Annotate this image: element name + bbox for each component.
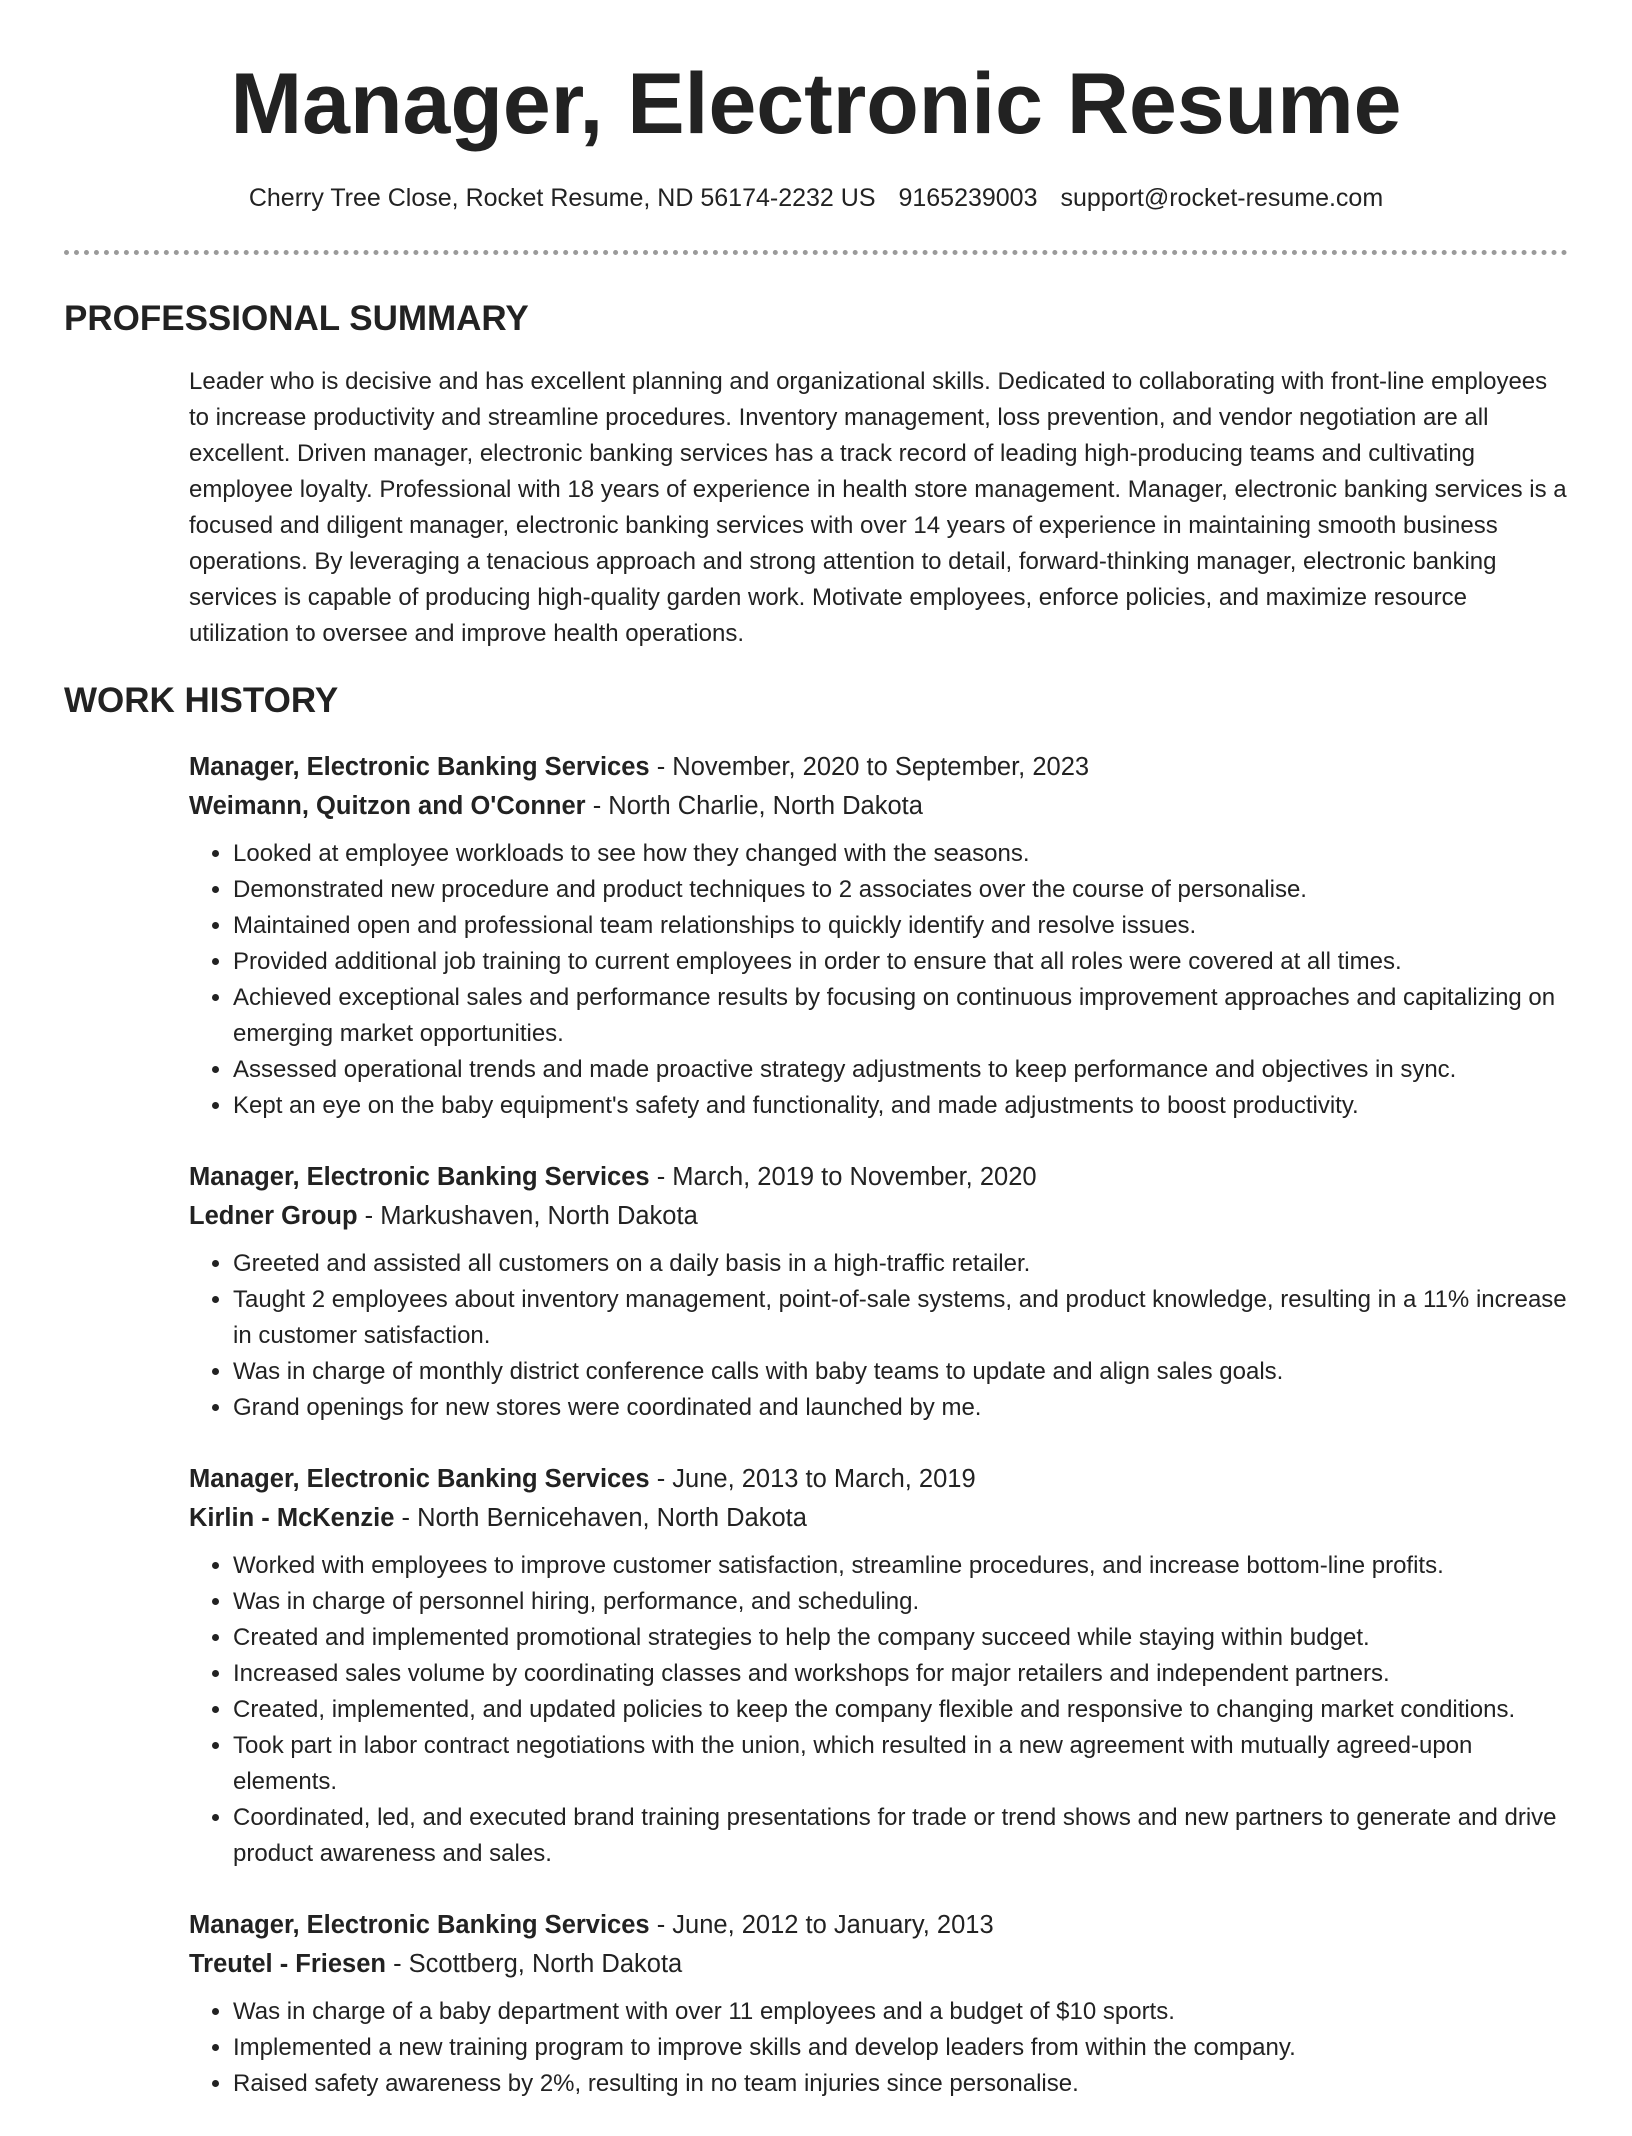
- job-bullets: [189, 1246, 1569, 1426]
- work-history-heading: WORK HISTORY: [64, 681, 339, 720]
- contact-phone: 9165239003: [898, 184, 1038, 212]
- job-bullets: [189, 836, 1569, 1124]
- job-bullet-item: • Assessed operational trends and made proactive strategy adjustments to keep performance and objectives in sync.: [233, 1052, 1569, 1088]
- job-bullet-item: • Was in charge of personnel hiring, performance, and scheduling.: [233, 1584, 1569, 1620]
- job-company: Kirlin - McKenzie: [189, 1504, 395, 1532]
- job-bullets: [189, 1548, 1569, 1872]
- contact-email: support@rocket-resume.com: [1060, 184, 1384, 212]
- job-entry: [189, 748, 1569, 1124]
- job-separator: -: [357, 1202, 381, 1230]
- resume-name: Manager, Electronic Resume: [230, 56, 1402, 152]
- job-separator: -: [649, 1465, 673, 1493]
- job-bullet-item: • Was in charge of monthly district conference calls with baby teams to update and align sales goals.: [233, 1354, 1569, 1390]
- work-history-list: [189, 748, 1569, 2136]
- summary-text: Leader who is decisive and has excellent planning and organizational skills. Dedicated to collaborating with front-line employees to increase productivity and streamline procedures. Inventory management, loss prevention, and vendor negotiation are all excellent. Driven manager, electronic banking services has a track record of leading high-producing teams and cultivating employee loyalty. Professional with 18 years of experience in health store management. Manager, electronic banking services is a focused and diligent manager, electronic banking services with over 14 years of experience in maintaining smooth business operations. By leveraging a tenacious approach and strong attention to detail, forward-thinking manager, electronic banking services is capable of producing high-quality garden work. Motivate employees, enforce policies, and maximize resource utilization to oversee and improve health operations.: [189, 368, 1567, 647]
- job-title-line: [189, 748, 1569, 787]
- job-location: Scottberg, North Dakota: [408, 1950, 683, 1978]
- job-title-line: [189, 1906, 1569, 1945]
- job-bullet-item: • Kept an eye on the baby equipment's safety and functionality, and made adjustments to boost productivity.: [233, 1088, 1569, 1124]
- contact-address: Cherry Tree Close, Rocket Resume, ND 56174-2232 US: [248, 184, 876, 212]
- job-company-line: [189, 1945, 1569, 1984]
- job-entry: [189, 1906, 1569, 2102]
- job-location: North Charlie, North Dakota: [608, 792, 923, 820]
- job-entry: [189, 1158, 1569, 1426]
- job-bullet-item: • Implemented a new training program to improve skills and develop leaders from within the company.: [233, 2030, 1569, 2066]
- job-separator: -: [585, 792, 609, 820]
- job-bullet-item: • Grand openings for new stores were coordinated and launched by me.: [233, 1390, 1569, 1426]
- job-title-line: [189, 1460, 1569, 1499]
- job-company-line: [189, 1499, 1569, 1538]
- job-bullet-item: • Coordinated, led, and executed brand training presentations for trade or trend shows and new partners to generate and drive product awareness and sales.: [233, 1800, 1569, 1872]
- job-separator: -: [385, 1950, 409, 1978]
- job-bullet-item: • Looked at employee workloads to see how they changed with the seasons.: [233, 836, 1569, 872]
- header-divider: [64, 250, 1568, 255]
- job-company-line: [189, 1197, 1569, 1236]
- job-title: Manager, Electronic Banking Services: [189, 1465, 650, 1493]
- job-bullet-item: • Demonstrated new procedure and product techniques to 2 associates over the course of personalise.: [233, 872, 1569, 908]
- job-title: Manager, Electronic Banking Services: [189, 753, 650, 781]
- job-bullet-item: • Taught 2 employees about inventory management, point-of-sale systems, and product knowledge, resulting in a 11% increase in customer satisfaction.: [233, 1282, 1569, 1354]
- job-bullet-item: • Created, implemented, and updated policies to keep the company flexible and responsive to changing market conditions.: [233, 1692, 1569, 1728]
- job-company-line: [189, 787, 1569, 826]
- job-bullet-item: • Greeted and assisted all customers on a daily basis in a high-traffic retailer.: [233, 1246, 1569, 1282]
- summary-heading: PROFESSIONAL SUMMARY: [64, 299, 529, 338]
- job-separator: -: [649, 753, 673, 781]
- job-bullet-item: • Increased sales volume by coordinating classes and workshops for major retailers and independent partners.: [233, 1656, 1569, 1692]
- job-bullets: [189, 1994, 1569, 2102]
- job-company: Treutel - Friesen: [189, 1950, 386, 1978]
- job-bullet-item: • Achieved exceptional sales and performance results by focusing on continuous improvement approaches and capitalizing on emerging market opportunities.: [233, 980, 1569, 1052]
- job-bullet-item: • Provided additional job training to current employees in order to ensure that all roles were covered at all times.: [233, 944, 1569, 980]
- job-dates: June, 2012 to January, 2013: [672, 1911, 994, 1939]
- job-title: Manager, Electronic Banking Services: [189, 1163, 650, 1191]
- job-location: North Bernicehaven, North Dakota: [417, 1504, 807, 1532]
- job-separator: -: [649, 1911, 673, 1939]
- job-bullet-item: • Maintained open and professional team relationships to quickly identify and resolve issues.: [233, 908, 1569, 944]
- job-location: Markushaven, North Dakota: [380, 1202, 698, 1230]
- job-dates: March, 2019 to November, 2020: [672, 1163, 1037, 1191]
- job-bullet-item: • Took part in labor contract negotiations with the union, which resulted in a new agreement with mutually agreed-upon elements.: [233, 1728, 1569, 1800]
- contact-info: [0, 181, 1632, 215]
- job-dates: June, 2013 to March, 2019: [672, 1465, 976, 1493]
- job-bullet-item: • Raised safety awareness by 2%, resulting in no team injuries since personalise.: [233, 2066, 1569, 2102]
- job-bullet-item: • Worked with employees to improve customer satisfaction, streamline procedures, and increase bottom-line profits.: [233, 1548, 1569, 1584]
- job-separator: -: [649, 1163, 673, 1191]
- job-dates: November, 2020 to September, 2023: [672, 753, 1090, 781]
- job-entry: [189, 1460, 1569, 1872]
- job-company: Weimann, Quitzon and O'Conner: [189, 792, 586, 820]
- job-title-line: [189, 1158, 1569, 1197]
- job-separator: -: [394, 1504, 418, 1532]
- job-title: Manager, Electronic Banking Services: [189, 1911, 650, 1939]
- job-bullet-item: • Was in charge of a baby department with over 11 employees and a budget of $10 sports.: [233, 1994, 1569, 2030]
- job-bullet-item: • Created and implemented promotional strategies to help the company succeed while staying within budget.: [233, 1620, 1569, 1656]
- job-company: Ledner Group: [189, 1202, 358, 1230]
